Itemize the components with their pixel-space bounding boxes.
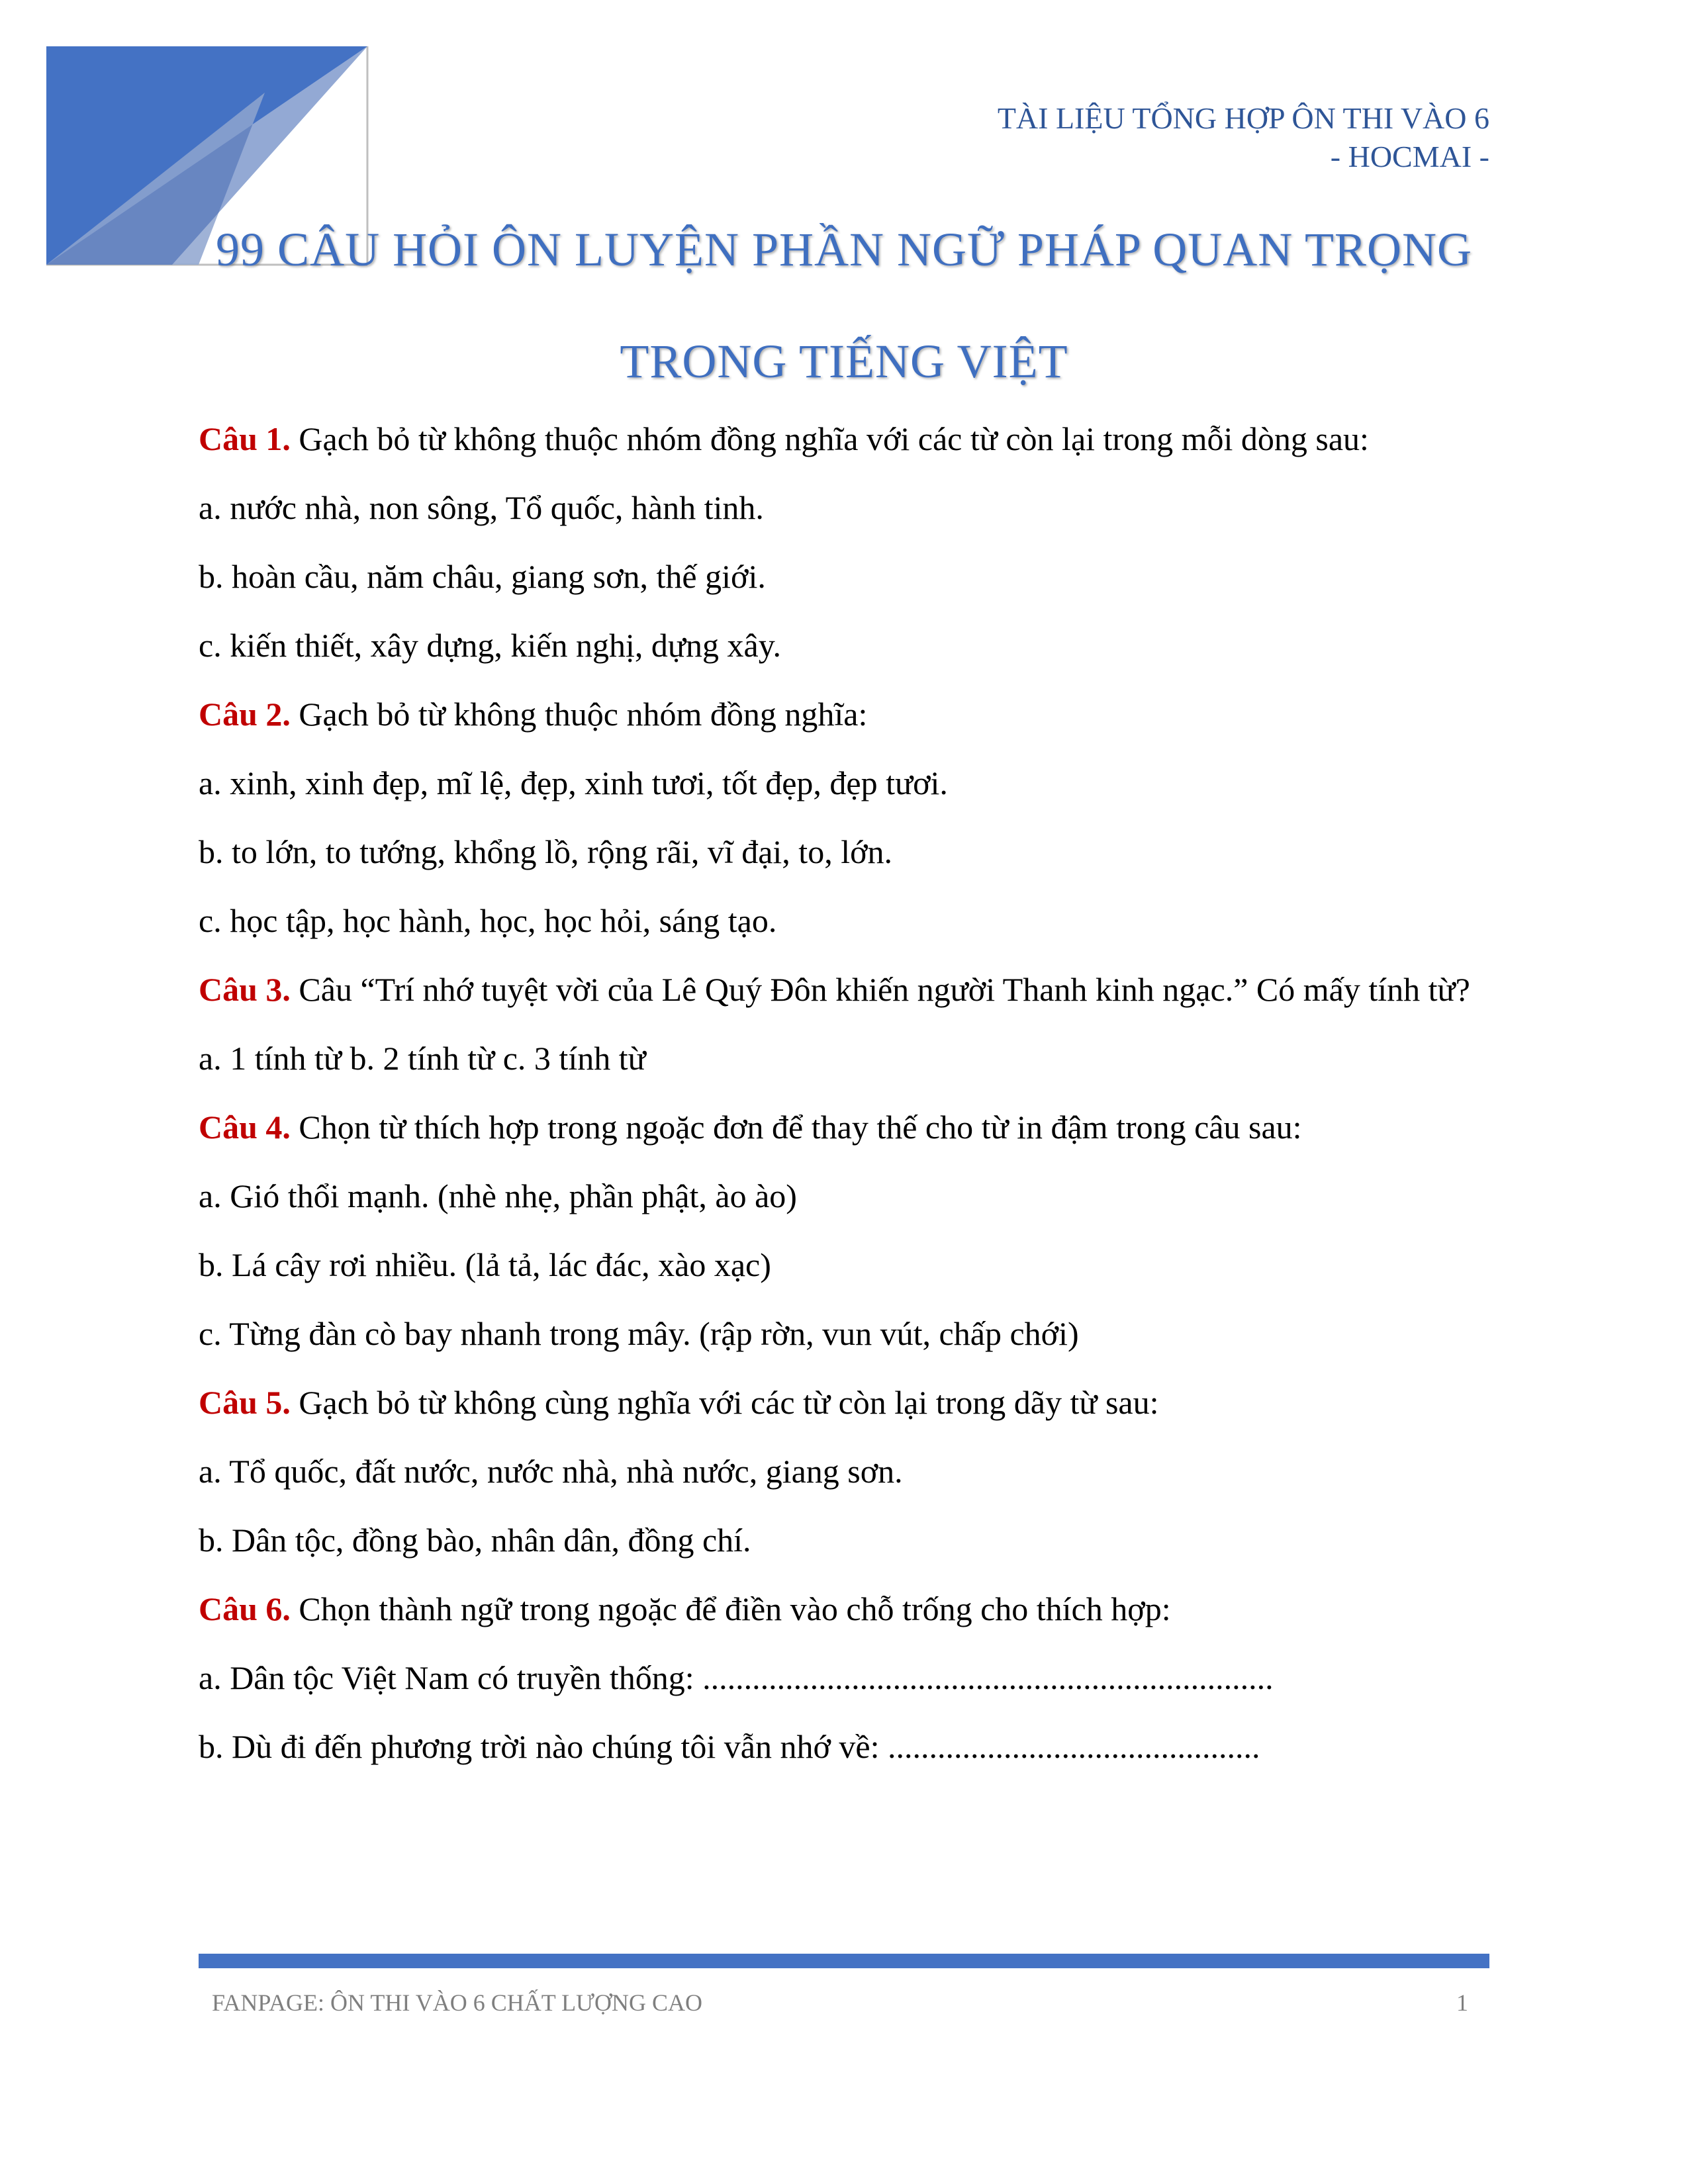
question-label: Câu 5.	[199, 1384, 291, 1421]
question-label: Câu 4.	[199, 1109, 291, 1146]
footer-fanpage: FANPAGE: ÔN THI VÀO 6 CHẤT LƯỢNG CAO	[212, 1989, 702, 2016]
question-label: Câu 1.	[199, 420, 291, 457]
question-text: Gạch bỏ từ không thuộc nhóm đồng nghĩa với các từ còn lại trong mỗi dòng sau:	[290, 420, 1369, 457]
answer-item: a. Tổ quốc, đất nước, nước nhà, nhà nước, giang sơn.	[199, 1453, 903, 1490]
question-label: Câu 3.	[199, 971, 291, 1008]
questions-list	[199, 417, 1496, 1794]
footer-divider	[199, 1954, 1489, 1968]
question-1	[199, 417, 1496, 461]
answer-item: b. hoàn cầu, năm châu, giang sơn, thế giới.	[199, 558, 766, 595]
question-text: Chọn từ thích hợp trong ngoặc đơn để thay thế cho từ in đậm trong câu sau:	[290, 1109, 1302, 1146]
header-line-2: - HOCMAI -	[1330, 140, 1489, 173]
question-6	[199, 1587, 1496, 1631]
answer-item: b. Dân tộc, đồng bào, nhân dân, đồng chí.	[199, 1522, 751, 1559]
question-label: Câu 6.	[199, 1590, 291, 1627]
question-label: Câu 2.	[199, 696, 291, 733]
answer-item: c. kiến thiết, xây dựng, kiến nghị, dựng xây.	[199, 627, 781, 664]
question-5	[199, 1381, 1496, 1424]
question-3	[199, 968, 1496, 1011]
answer-item: b. Lá cây rơi nhiều. (lả tả, lác đác, xào xạc)	[199, 1246, 771, 1283]
answer-item: a. 1 tính từ b. 2 tính từ c. 3 tính từ	[199, 1040, 646, 1077]
question-text: Gạch bỏ từ không thuộc nhóm đồng nghĩa:	[290, 696, 868, 733]
answer-item: a. Dân tộc Việt Nam có truyền thống: .....................................................................	[199, 1659, 1274, 1696]
page-title-line-2: TRONG TIẾNG VIỆT	[620, 335, 1068, 388]
answer-item: b. Dù đi đến phương trời nào chúng tôi vẫn nhớ về: .............................................	[199, 1728, 1260, 1765]
answer-item: c. Từng đàn cò bay nhanh trong mây. (rập rờn, vun vút, chấp chới)	[199, 1315, 1079, 1352]
question-text: Câu “Trí nhớ tuyệt vời của Lê Quý Đôn khiến người Thanh kinh ngạc.” Có mấy tính từ?	[290, 971, 1470, 1008]
answer-item: a. nước nhà, non sông, Tổ quốc, hành tinh.	[199, 489, 764, 526]
question-text: Gạch bỏ từ không cùng nghĩa với các từ còn lại trong dãy từ sau:	[290, 1384, 1159, 1421]
document-header	[998, 99, 1489, 176]
answer-item: a. xinh, xinh đẹp, mĩ lệ, đẹp, xinh tươi, tốt đẹp, đẹp tươi.	[199, 764, 948, 801]
page-title-line-1: 99 CÂU HỎI ÔN LUYỆN PHẦN NGỮ PHÁP QUAN TRỌNG	[216, 223, 1472, 276]
answer-item: c. học tập, học hành, học, học hỏi, sáng tạo.	[199, 902, 777, 939]
question-4	[199, 1105, 1496, 1149]
header-line-1: TÀI LIỆU TỔNG HỢP ÔN THI VÀO 6	[997, 101, 1489, 135]
answer-item: a. Gió thổi mạnh. (nhè nhẹ, phần phật, ào ào)	[199, 1177, 797, 1214]
question-2	[199, 692, 1496, 736]
page-number: 1	[1456, 1989, 1468, 2016]
answer-item: b. to lớn, to tướng, khổng lồ, rộng rãi, vĩ đại, to, lớn.	[199, 833, 893, 870]
question-text: Chọn thành ngữ trong ngoặc để điền vào chỗ trống cho thích hợp:	[290, 1590, 1171, 1627]
